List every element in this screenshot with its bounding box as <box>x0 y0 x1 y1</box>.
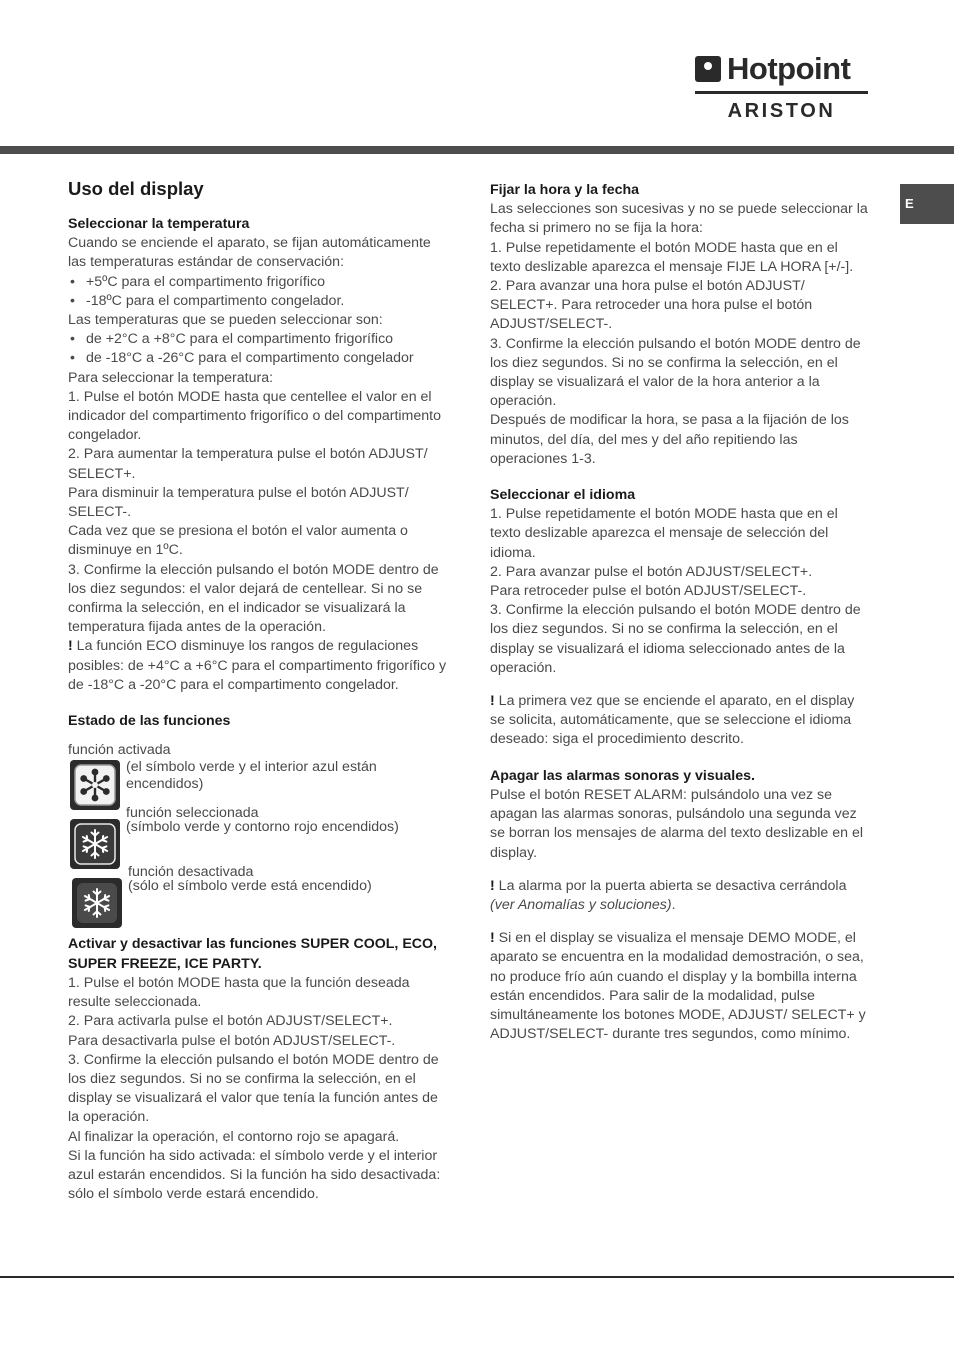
lang-step: Para retroceder pulse el botón ADJUST/SELECT-. <box>490 583 807 600</box>
hotpoint-mark-icon <box>695 56 721 82</box>
time-step: 2. Para avanzar una hora pulse el botón ADJUST/ SELECT+. Para retroceder una hora pulse el botón ADJUST/SELECT-. <box>490 278 813 333</box>
demo-note-text: Si en el display se visualiza el mensaje DEMO MODE, el aparato se encuentra en la modalidad demostración, o sea, no produce frío aún cuando el display y la bombilla interna están encendidos. Para salir de la modalidad, pulse simultáneamente los botones MODE, ADJUST/ SELECT+ y ADJUST/SELECT- durante tres segundos, como mínimo. <box>490 930 866 1043</box>
temp-step: 2. Para aumentar la temperatura pulse el botón ADJUST/ SELECT+. <box>68 446 428 482</box>
footer-rule <box>0 1276 954 1278</box>
funcs-heading: Estado de las funciones <box>68 713 231 730</box>
door-note-ref: (ver Anomalías y soluciones) <box>490 896 672 913</box>
header-bar <box>0 146 954 154</box>
func-active-desc: (el símbolo verde y el interior azul están encendidos) <box>126 759 377 793</box>
alarm-text: Pulse el botón RESET ALARM: pulsándolo una vez se apagan las alarmas sonoras, pulsándolo una segunda vez se borran los mensajes de alarma del texto deslizable en el display. <box>490 786 864 861</box>
time-intro: Las selecciones son sucesivas y no se puede seleccionar la fecha si primero no se fija la hora: <box>490 201 868 237</box>
left-column <box>68 178 448 1204</box>
func-disabled-desc: (sólo el símbolo verde está encendido) <box>128 878 372 895</box>
page-title: Uso del display <box>68 178 204 199</box>
right-column <box>490 178 870 1044</box>
language-tab: E <box>900 184 954 224</box>
temp-step: 3. Confirme la elección pulsando el botón MODE dentro de los diez segundos: el valor dejará de centellear. Si no se confirma la selección, en el indicador se visualizará la temperatura fijada antes de la operación. <box>68 561 439 636</box>
lang-step: 2. Para avanzar pulse el botón ADJUST/SELECT+. <box>490 563 813 580</box>
demo-note <box>490 929 870 1044</box>
door-note-text: La alarma por la puerta abierta se desactiva cerrándola <box>494 877 847 894</box>
func-active-label: función activada <box>68 742 171 759</box>
warning-mark: ! <box>490 877 495 894</box>
door-note-end: . <box>671 896 676 913</box>
snowflake-icon <box>70 819 120 869</box>
activate-step: 2. Para activarla pulse el botón ADJUST/SELECT+. <box>68 1013 393 1030</box>
snowflake-icon <box>72 878 122 928</box>
eco-note-text: La función ECO disminuye los rangos de regulaciones posibles: de +4°C a +6°C para el compartimento frigorífico y de -18°C a -20°C para el compartimento congelador. <box>68 638 447 693</box>
temp-step: Para disminuir la temperatura pulse el botón ADJUST/ SELECT-. <box>68 484 409 521</box>
func-selected-label: función seleccionada <box>126 805 259 822</box>
time-after: Después de modificar la hora, se pasa a la fijación de los minutos, del día, del mes y del año repitiendo las operaciones 1-3. <box>490 412 849 467</box>
temp-heading: Seleccionar la temperatura <box>68 216 250 232</box>
warning-mark: ! <box>490 693 495 710</box>
activate-step: Para desactivarla pulse el botón ADJUST/SELECT-. <box>68 1032 396 1049</box>
logo-divider <box>695 91 868 94</box>
lang-note-text: La primera vez que se enciende el aparato, en el display se solicita, automáticamente, que se seleccione el idioma deseado: siga el procedimiento descrito. <box>490 693 855 748</box>
func-disabled <box>68 878 448 935</box>
time-heading: Fijar la hora y la fecha <box>490 182 640 198</box>
warning-mark: ! <box>490 930 495 947</box>
temp-steps-intro: Para seleccionar la temperatura: <box>68 369 274 386</box>
lang-step: 1. Pulse repetidamente el botón MODE hasta que en el texto deslizable aparezca el mensaje de selección del idioma. <box>490 506 838 561</box>
activate-heading: Activar y desactivar las funciones SUPER COOL, ECO, SUPER FREEZE, ICE PARTY. <box>68 936 437 972</box>
lang-note <box>490 692 870 750</box>
temp-intro: Cuando se enciende el aparato, se fijan automáticamente las temperaturas estándar de conservación: <box>68 235 431 271</box>
temp-range-item: • de -18°C a -26°C para el compartimento congelador <box>68 349 448 368</box>
door-note <box>490 877 870 915</box>
temp-std-item: • +5ºC para el compartimento frigorífico <box>68 273 448 292</box>
logo-sub: ARISTON <box>727 100 836 122</box>
func-active <box>68 759 448 822</box>
alarm-heading: Apagar las alarmas sonoras y visuales. <box>490 767 755 784</box>
activate-step: 1. Pulse el botón MODE hasta que la función deseada resulte seleccionada. <box>68 974 410 1011</box>
brand-logo <box>695 52 868 124</box>
logo-brand: Hotpoint <box>727 51 851 86</box>
activate-step: 3. Confirme la elección pulsando el botón MODE dentro de los diez segundos. Si no se confirma la selección, en el display se visualizará el valor que tenía la función antes de la operación. <box>68 1051 439 1126</box>
time-step: 3. Confirme la elección pulsando el botón MODE dentro de los diez segundos. Si no se confirma la selección, en el display se visualizará el valor de la hora anterior a la operación. <box>490 335 861 410</box>
func-selected-desc: (símbolo verde y contorno rojo encendidos) <box>126 819 399 836</box>
temp-select-intro: Las temperaturas que se pueden seleccionar son: <box>68 312 383 329</box>
func-disabled-label: función desactivada <box>128 864 254 881</box>
temp-step: 1. Pulse el botón MODE hasta que centellee el valor en el indicador del compartimento frigorífico o del compartimento congelador. <box>68 388 441 444</box>
lang-step: 3. Confirme la elección pulsando el botón MODE dentro de los diez segundos. Si no se confirma la selección, en el display se visualizará el idioma seleccionado antes de la operación. <box>490 602 861 676</box>
warning-mark: ! <box>68 638 73 655</box>
func-selected <box>68 819 448 881</box>
activate-end: Al finalizar la operación, el contorno rojo se apagará. <box>68 1128 400 1145</box>
lang-heading: Seleccionar el idioma <box>490 487 636 504</box>
snowflake-icon <box>70 760 120 810</box>
temp-std-item: • -18ºC para el compartimento congelador. <box>68 292 448 311</box>
temp-step: Cada vez que se presiona el botón el valor aumenta o disminuye en 1ºC. <box>68 523 408 559</box>
time-step: 1. Pulse repetidamente el botón MODE hasta que en el texto deslizable aparezca el mensaje FIJE LA HORA [+/-]. <box>490 239 854 275</box>
temp-range-item: • de +2°C a +8°C para el compartimento frigorífico <box>68 330 448 349</box>
eco-note <box>68 637 448 695</box>
activate-end: Si la función ha sido activada: el símbolo verde y el interior azul estarán encendidos. Si la función ha sido desactivada: sólo el símbolo verde estará encendido. <box>68 1147 441 1203</box>
